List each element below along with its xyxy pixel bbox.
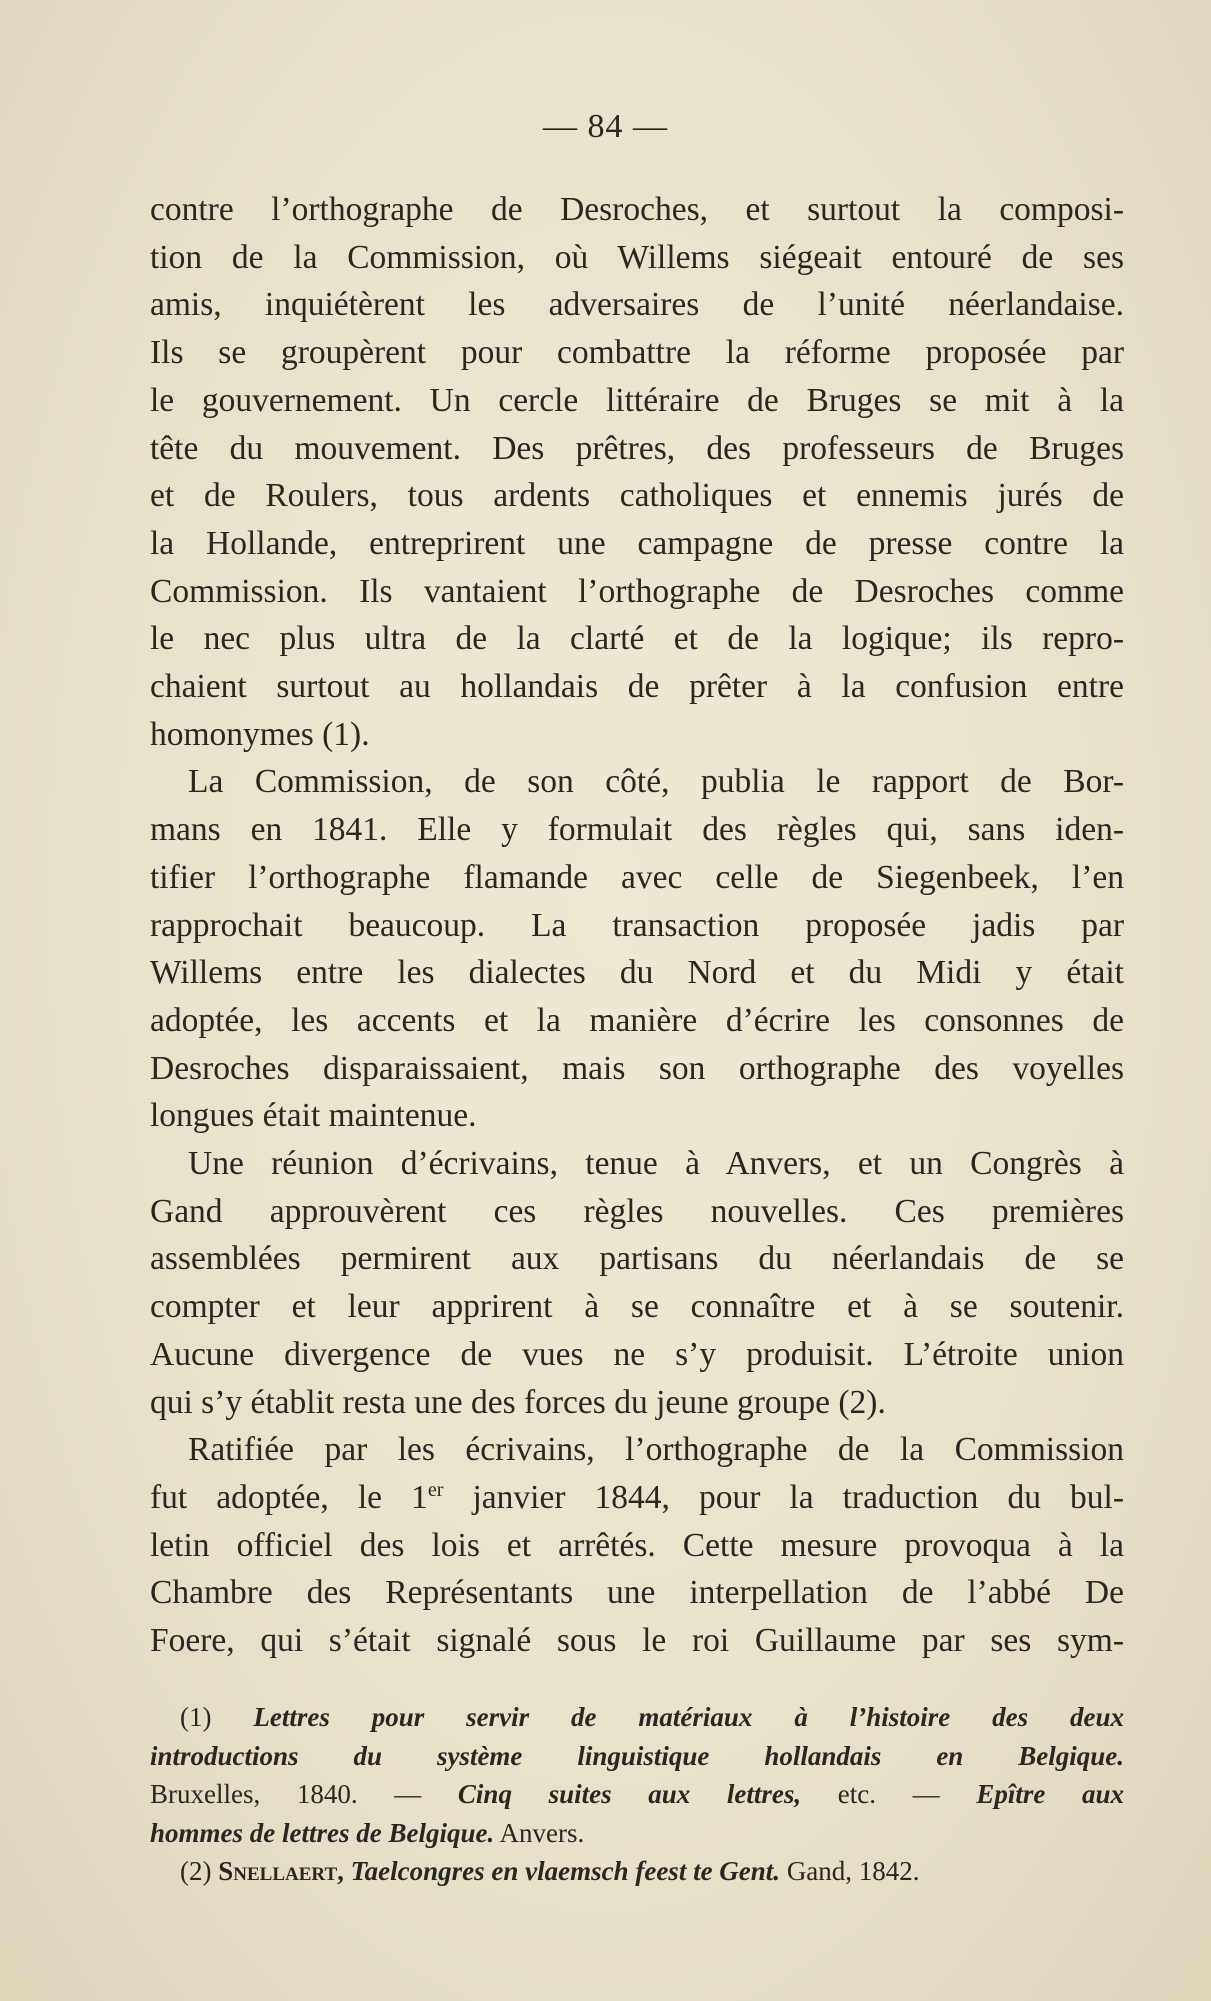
footnote-1-place-2: Anvers. xyxy=(494,1817,585,1848)
footnote-1-title: Lettres pour servir de matériaux à l’histoire des deux xyxy=(253,1702,1124,1732)
footnote-2 xyxy=(150,1852,1124,1891)
footnote-1-marker: (1) xyxy=(180,1702,212,1732)
footnote-1-title-2: Cinq suites aux lettres, xyxy=(457,1779,802,1809)
body-line: Chambre des Représentants une interpellation de l’abbé De xyxy=(150,1574,1124,1612)
body-line: la Hollande, entreprirent une campagne de presse contre la xyxy=(150,524,1124,562)
body-line: tifier l’orthographe flamande avec celle de Siegenbeek, l’en xyxy=(150,858,1124,896)
footnote-1-title-3-cont: hommes de lettres de Belgique. xyxy=(150,1817,495,1848)
footnote-2-title: Taelcongres en vlaemsch feest te Gent. xyxy=(350,1856,781,1886)
footnote-2-author: Snellaert, xyxy=(218,1856,344,1886)
body-line: La Commission, de son côté, publia le rapport de Bor- xyxy=(188,763,1124,801)
footnote-1-line-1 xyxy=(150,1698,1124,1737)
body-line: Willems entre les dialectes du Nord et du Midi y était xyxy=(150,954,1124,992)
footnote-2-place: Gand, 1842. xyxy=(780,1856,920,1886)
footnote-1-place: Bruxelles, 1840. — xyxy=(150,1779,458,1809)
body-line: Foere, qui s’était signalé sous le roi Guillaume par ses sym- xyxy=(150,1622,1124,1660)
body-line: Ils se groupèrent pour combattre la réforme proposée par xyxy=(150,334,1124,372)
body-line: mans en 1841. Elle y formulait des règles qui, sans iden- xyxy=(150,811,1124,849)
body-line: chaient surtout au hollandais de prêter à la confusion entre xyxy=(150,668,1124,706)
footnotes xyxy=(150,1698,1124,1891)
body-line: fut adoptée, le 1er janvier 1844, pour la traduction du bul- xyxy=(150,1478,1124,1516)
body-line: longues était maintenue. xyxy=(150,1097,477,1135)
body-line: rapprochait beaucoup. La transaction proposée jadis par xyxy=(150,906,1124,944)
footnote-1-line-4 xyxy=(150,1814,1124,1853)
footnote-1-etc: etc. — xyxy=(801,1779,977,1809)
body-line: adoptée, les accents et la manière d’écrire les consonnes de xyxy=(150,1001,1124,1039)
body-line: Aucune divergence de vues ne s’y produisit. L’étroite union xyxy=(150,1335,1124,1373)
body-line: le nec plus ultra de la clarté et de la logique; ils repro- xyxy=(150,620,1124,658)
body-line: Ratifiée par les écrivains, l’orthographe de la Commission xyxy=(188,1431,1124,1469)
body-line: le gouvernement. Un cercle littéraire de Bruges se mit à la xyxy=(150,381,1124,419)
body-line: assemblées permirent aux partisans du néerlandais de se xyxy=(150,1240,1124,1278)
footnote-2-marker: (2) xyxy=(180,1856,212,1886)
body-line: tête du mouvement. Des prêtres, des professeurs de Bruges xyxy=(150,429,1124,467)
footnote-1-line-3 xyxy=(150,1775,1124,1814)
body-line: Desroches disparaissaient, mais son orthographe des voyelles xyxy=(150,1049,1124,1087)
body-text xyxy=(150,186,1124,1665)
body-line: amis, inquiétèrent les adversaires de l’unité néerlandaise. xyxy=(150,286,1124,324)
footnote-1-line-2 xyxy=(150,1737,1124,1776)
body-line: contre l’orthographe de Desroches, et surtout la composi- xyxy=(150,191,1124,228)
page-number: — 84 — xyxy=(543,108,668,145)
body-line: Gand approuvèrent ces règles nouvelles. Ces premières xyxy=(150,1192,1124,1230)
footnote-1-title-cont: introductions du système linguistique hollandais en Belgique. xyxy=(150,1740,1124,1771)
body-line: tion de la Commission, où Willems siégeait entouré de ses xyxy=(150,238,1124,276)
body-line: Commission. Ils vantaient l’orthographe de Desroches comme xyxy=(150,572,1124,610)
body-line: qui s’y établit resta une des forces du jeune groupe (2). xyxy=(150,1383,886,1421)
body-line: Une réunion d’écrivains, tenue à Anvers, et un Congrès à xyxy=(188,1145,1124,1183)
body-line: letin officiel des lois et arrêtés. Cette mesure provoqua à la xyxy=(150,1526,1124,1564)
body-line: homonymes (1). xyxy=(150,715,370,753)
body-line: et de Roulers, tous ardents catholiques et ennemis jurés de xyxy=(150,477,1124,515)
body-line: compter et leur apprirent à se connaître et à se soutenir. xyxy=(150,1288,1124,1326)
footnote-1-title-3: Epître aux xyxy=(976,1779,1124,1809)
